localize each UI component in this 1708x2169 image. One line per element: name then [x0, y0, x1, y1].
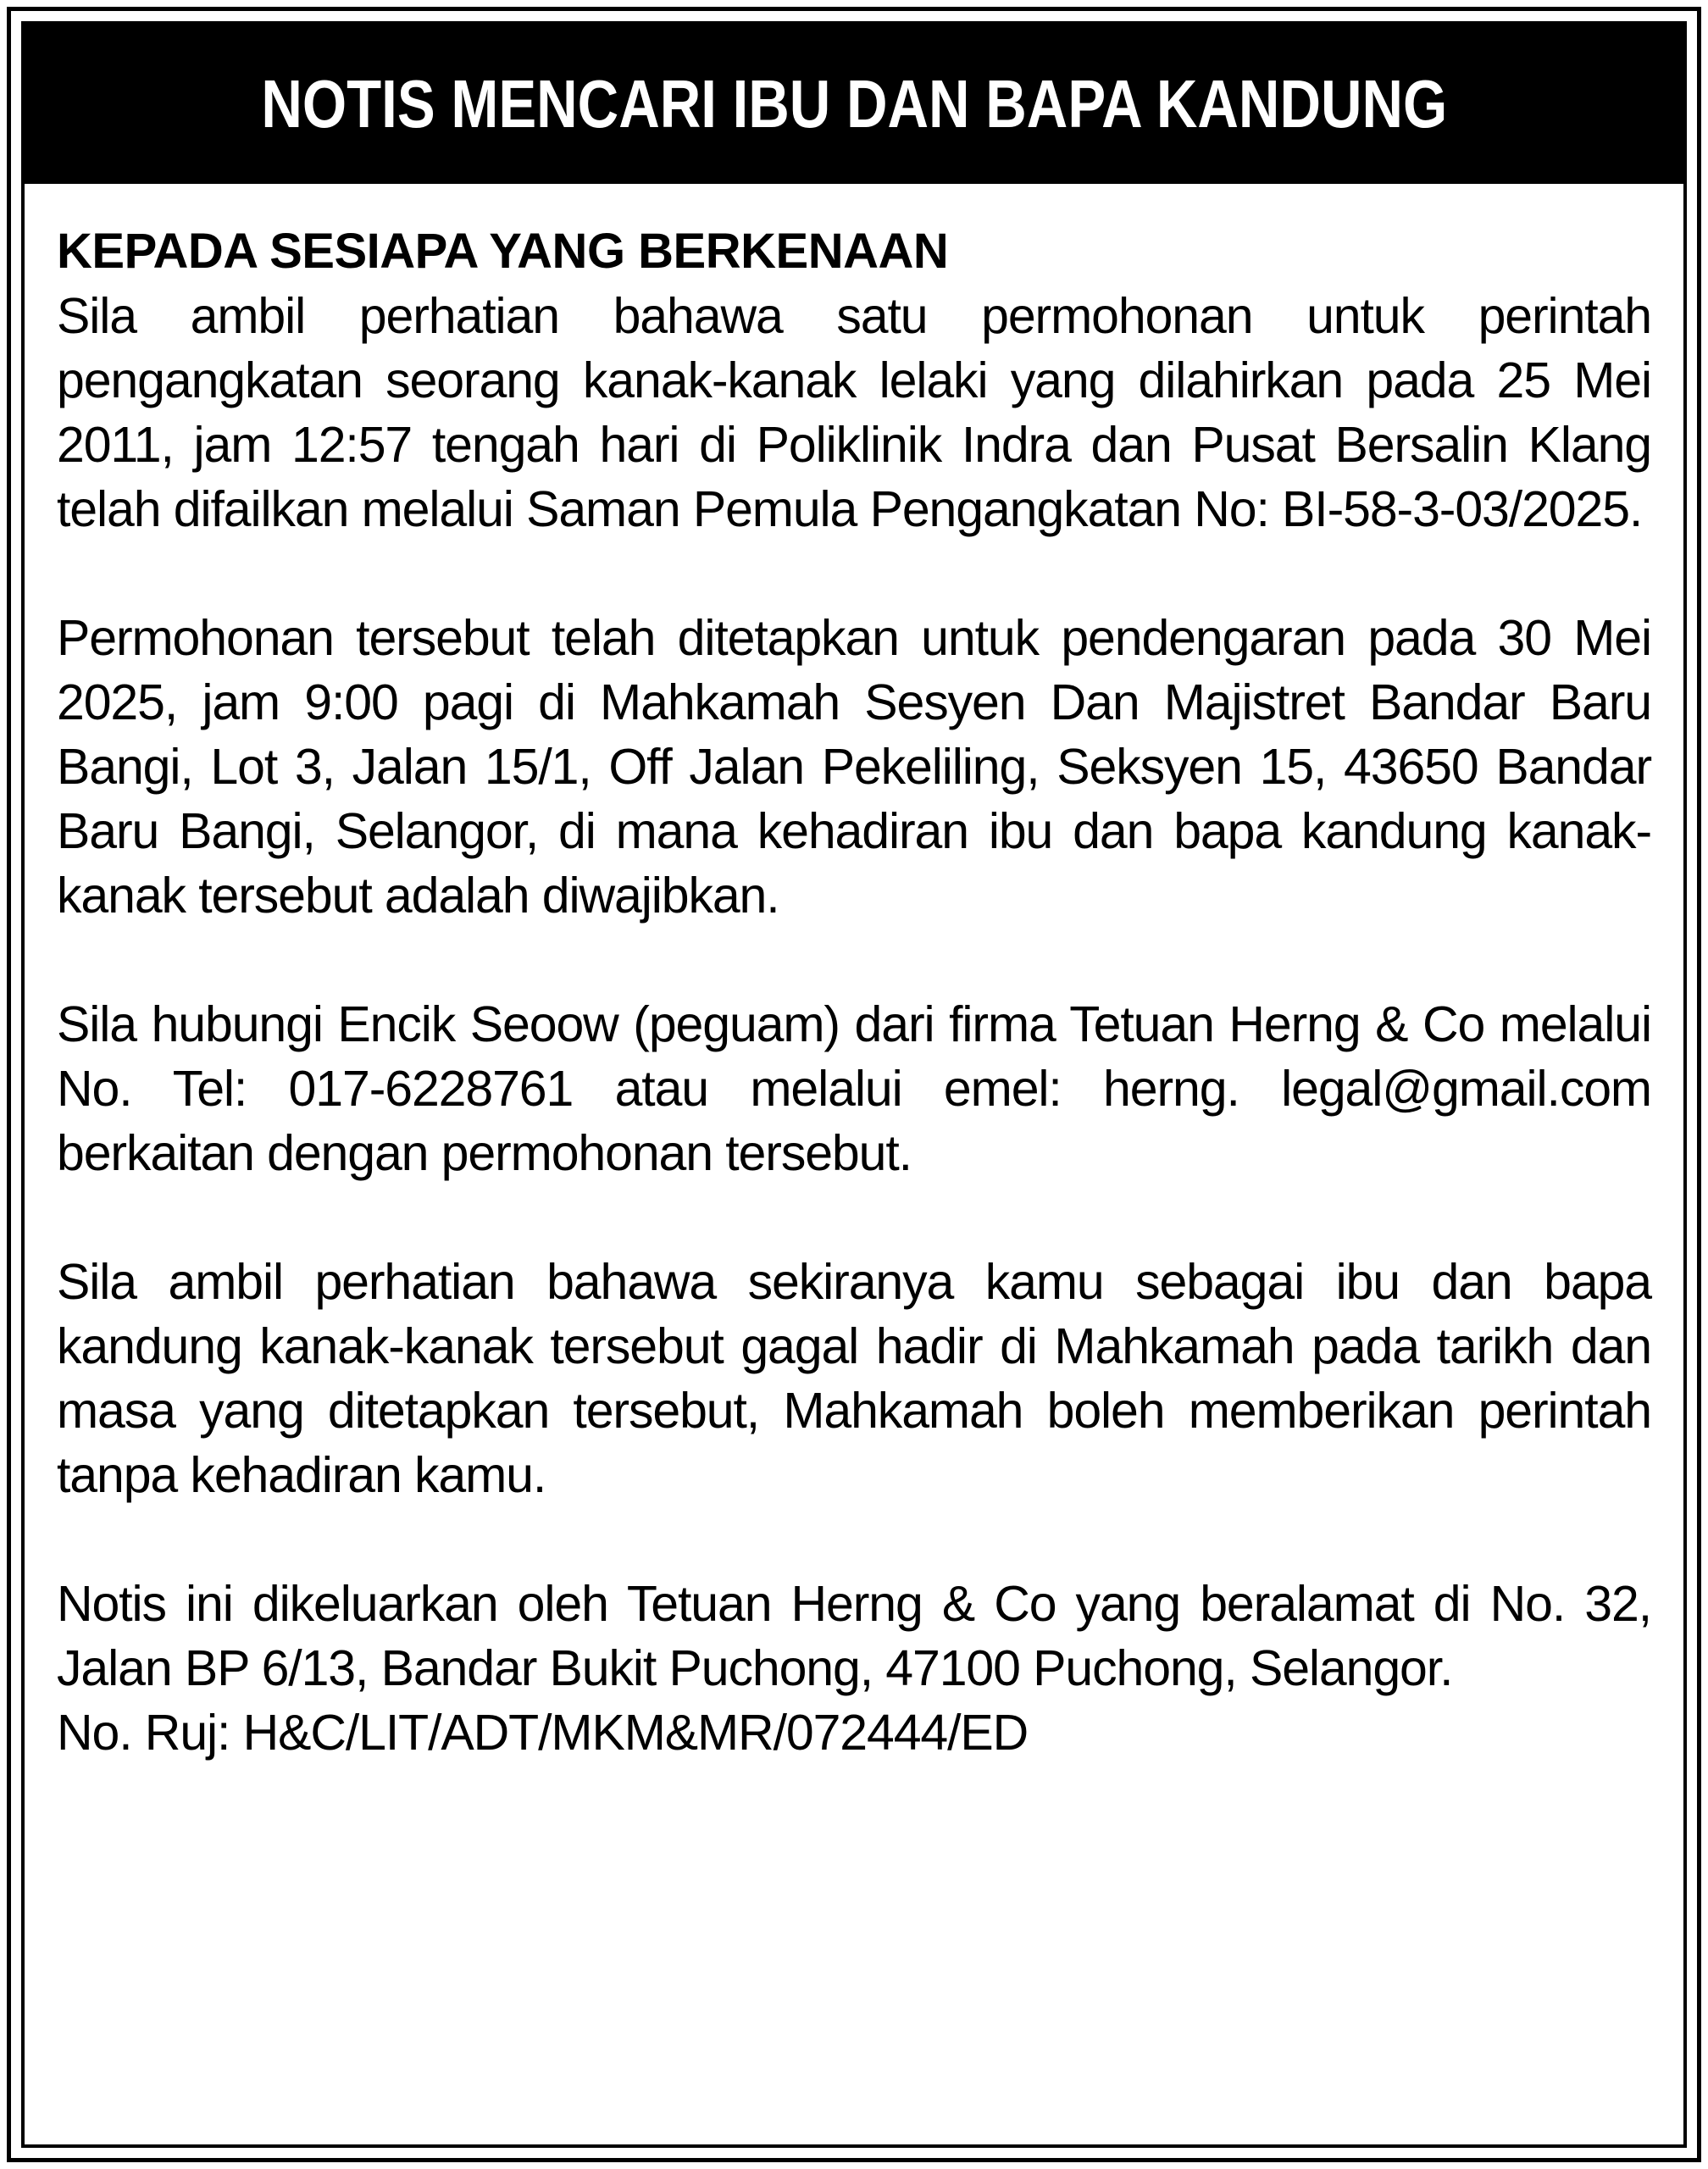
notice-title: NOTIS MENCARI IBU DAN BAPA KANDUNG	[261, 66, 1447, 141]
notice-paragraph-warning: Sila ambil perhatian bahawa sekiranya kamu sebagai ibu dan bapa kandung kanak-kanak tersebut gagal hadir di Mahkamah pada tarikh dan masa yang ditetapkan tersebut, Mahkamah boleh memberikan perintah tanpa kehadiran kamu.	[57, 1254, 1651, 1503]
notice-paragraph-contact: Sila hubungi Encik Seoow (peguam) dari firma Tetuan Herng & Co melalui No. Tel: 017-6228761 atau melalui emel: herng. legal@gmail.com berkaitan dengan permohonan tersebut.	[57, 996, 1651, 1181]
notice-reference-number: No. Ruj: H&C/LIT/ADT/MKM&MR/072444/ED	[57, 1705, 1029, 1761]
notice-body	[57, 219, 1651, 1765]
notice-outer-border	[7, 7, 1701, 2162]
notice-paragraph-application: Sila ambil perhatian bahawa satu permohonan untuk perintah pengangkatan seorang kanak-kanak lelaki yang dilahirkan pada 25 Mei 2011, jam 12:57 tengah hari di Poliklinik Indra dan Pusat Bersalin Klang telah difailkan melalui Saman Pemula Pengangkatan No: BI-58-3-03/2025.	[57, 288, 1651, 537]
notice-paragraph-hearing: Permohonan tersebut telah ditetapkan untuk pendengaran pada 30 Mei 2025, jam 9:00 pagi di Mahkamah Sesyen Dan Majistret Bandar Baru Bangi, Lot 3, Jalan 15/1, Off Jalan Pekeliling, Seksyen 15, 43650 Bandar Baru Bangi, Selangor, di mana kehadiran ibu dan bapa kandung kanak-kanak tersebut adalah diwajibkan.	[57, 610, 1651, 924]
notice-header-bar	[25, 25, 1683, 184]
notice-paragraph-issuer: Notis ini dikeluarkan oleh Tetuan Herng & Co yang beralamat di No. 32, Jalan BP 6/13, Bandar Bukit Puchong, 47100 Puchong, Selangor.	[57, 1576, 1651, 1696]
notice-salutation: KEPADA SESIAPA YANG BERKENAAN	[57, 224, 949, 279]
notice-inner-border	[21, 21, 1687, 2148]
